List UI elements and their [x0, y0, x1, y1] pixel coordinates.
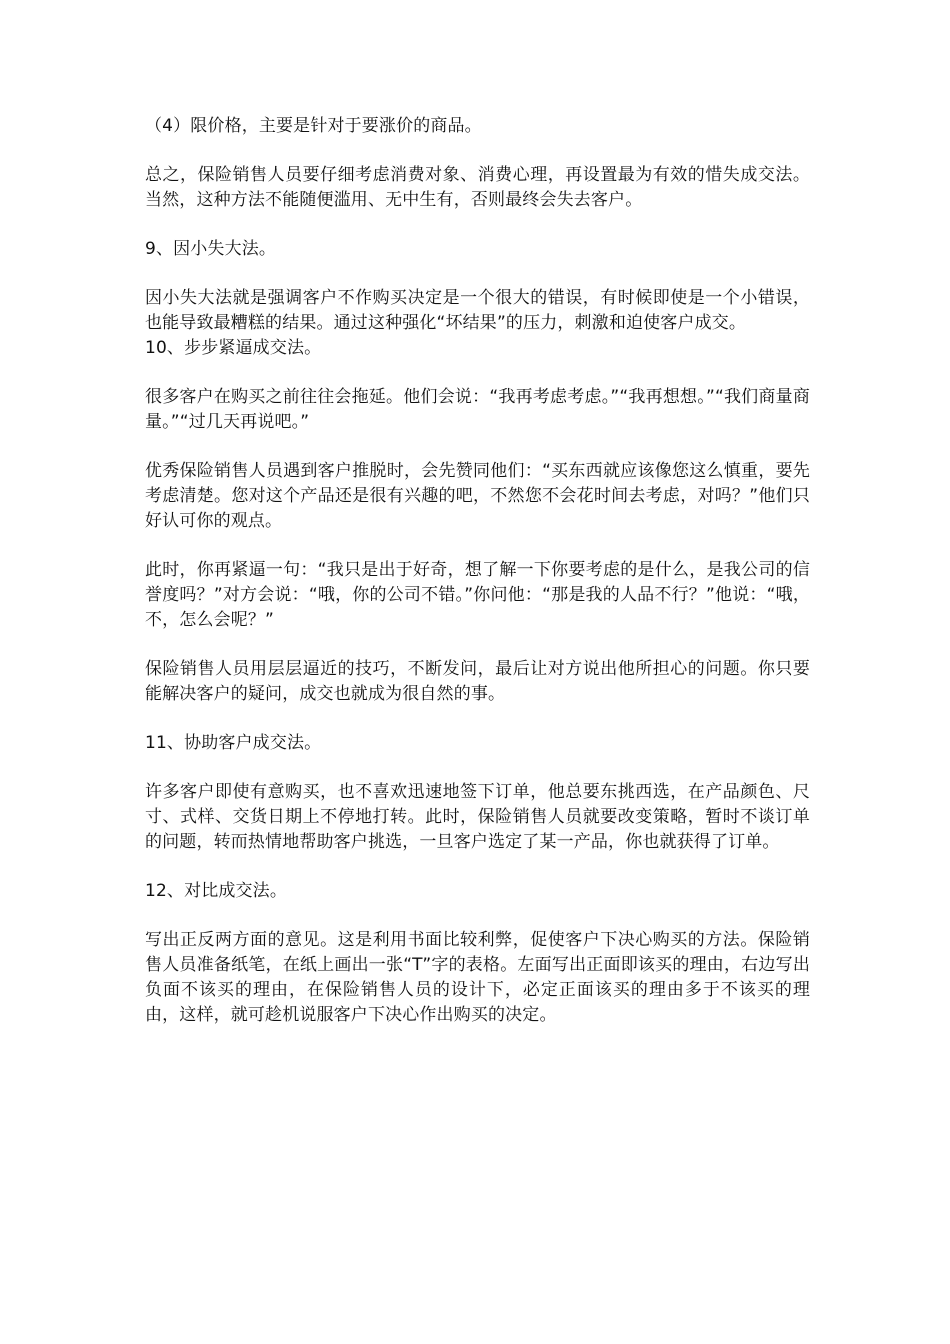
section-heading-10: 10、步步紧逼成交法。 — [145, 338, 322, 358]
paragraph-comparison: 写出正反两方面的意见。这是利用书面比较利弊，促使客户下决心购买的方法。保险销售人员准备纸笔，在纸上画出一张“T”字的表格。左面写出正面即该买的理由，右边写出负面不该买的理由，在保险销售人员的设计下，必定正面该买的理由多于不该买的理由，这样，就可趁机说服客户下决心作出购买的决定。 — [145, 930, 810, 1025]
section-heading-11: 11、协助客户成交法。 — [145, 733, 322, 753]
section-heading-9: 9、因小失大法。 — [145, 239, 277, 259]
paragraph-small-loss: 因小失大法就是强调客户不作购买决定是一个很大的错误，有时候即使是一个小错误，也能导致最糟糕的结果。通过这种强化“坏结果”的压力，刺激和迫使客户成交。 — [145, 288, 810, 333]
document-body — [145, 114, 810, 1052]
paragraph-agree: 优秀保险销售人员遇到客户推脱时，会先赞同他们：“买东西就应该像您这么慎重，要先考虑清楚。您对这个产品还是很有兴趣的吧，不然您不会花时间去考虑，对吗？”他们只好认可你的观点。 — [145, 461, 810, 531]
paragraph-question-technique: 保险销售人员用层层逼近的技巧，不断发问，最后让对方说出他所担心的问题。你只要能解决客户的疑问，成交也就成为很自然的事。 — [145, 659, 810, 704]
section-heading-12: 12、对比成交法。 — [145, 881, 287, 901]
paragraph-press: 此时，你再紧逼一句：“我只是出于好奇，想了解一下你要考虑的是什么，是我公司的信誉度吗？”对方会说：“哦，你的公司不错。”你问他：“那是我的人品不行？”他说：“哦，不，怎么会呢？” — [145, 560, 810, 630]
paragraph-summary: 总之，保险销售人员要仔细考虑消费对象、消费心理，再设置最为有效的惜失成交法。当然，这种方法不能随便滥用、无中生有，否则最终会失去客户。 — [145, 165, 810, 210]
paragraph-assist-customer: 许多客户即使有意购买，也不喜欢迅速地签下订单，他总要东挑西选，在产品颜色、尺寸、式样、交货日期上不停地打转。此时，保险销售人员就要改变策略，暂时不谈订单的问题，转而热情地帮助客户挑选，一旦客户选定了某一产品，你也就获得了订单。 — [145, 782, 810, 852]
paragraph-limit-price: （4）限价格，主要是针对于要涨价的商品。 — [145, 116, 482, 136]
paragraph-delay: 很多客户在购买之前往往会拖延。他们会说：“我再考虑考虑。”“我再想想。”“我们商量商量。”“过几天再说吧。” — [145, 387, 810, 432]
